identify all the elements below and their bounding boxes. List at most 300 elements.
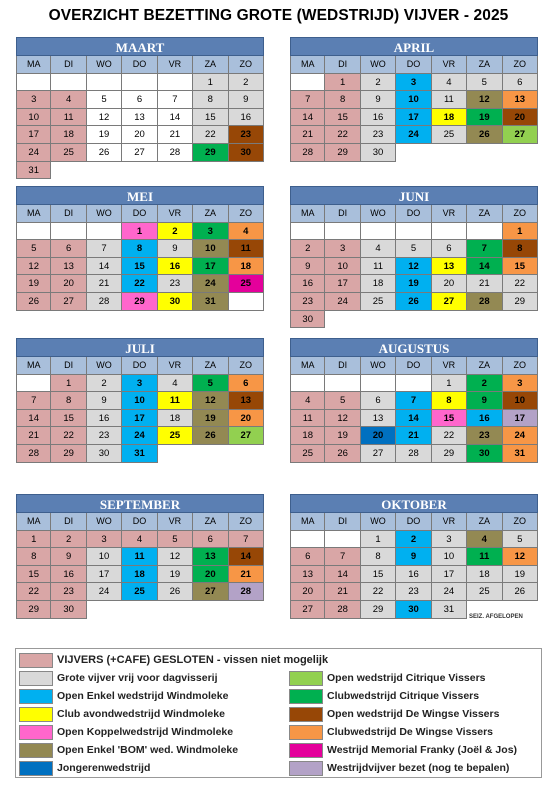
day-cell: 8 — [325, 91, 360, 109]
day-header: ZO — [503, 205, 538, 223]
day-cell: 22 — [51, 427, 86, 445]
day-cell: 12 — [396, 258, 431, 276]
day-header: ZO — [229, 205, 264, 223]
day-cell: 7 — [396, 392, 431, 410]
day-cell: 4 — [432, 74, 467, 92]
day-header: DO — [396, 205, 431, 223]
season-ended-note: SEIZ. AFGELOPEN — [469, 614, 523, 620]
day-cell: 1 — [325, 74, 360, 92]
day-cell: 5 — [503, 531, 538, 549]
calendar-grid — [290, 205, 538, 328]
month-header: OKTOBER — [290, 494, 538, 513]
day-cell: 10 — [432, 548, 467, 566]
day-header: VR — [158, 357, 193, 375]
day-cell: 3 — [396, 74, 431, 92]
day-cell: 13 — [503, 91, 538, 109]
day-cell: 5 — [467, 74, 502, 92]
day-cell: 27 — [503, 126, 538, 144]
day-header: WO — [87, 205, 122, 223]
day-cell: 18 — [467, 566, 502, 584]
day-cell: 5 — [158, 531, 193, 549]
month-augustus — [290, 338, 538, 463]
day-cell: 10 — [396, 91, 431, 109]
day-cell: 17 — [396, 109, 431, 127]
day-cell: 14 — [229, 548, 264, 566]
day-cell: 15 — [16, 566, 51, 584]
day-cell: 23 — [290, 293, 325, 311]
day-cell: 18 — [158, 410, 193, 428]
day-cell: 22 — [325, 126, 360, 144]
month-header: MEI — [16, 186, 264, 205]
day-cell: 11 — [229, 240, 264, 258]
day-cell: 17 — [432, 566, 467, 584]
day-header: VR — [158, 205, 193, 223]
day-cell: 21 — [290, 126, 325, 144]
day-cell: 21 — [16, 427, 51, 445]
day-cell: 1 — [503, 223, 538, 241]
legend-swatch — [19, 743, 53, 758]
day-cell: 15 — [361, 566, 396, 584]
day-cell: 4 — [290, 392, 325, 410]
day-cell: 18 — [122, 566, 157, 584]
day-cell: 28 — [290, 144, 325, 162]
day-cell: 9 — [396, 548, 431, 566]
month-oktober — [290, 494, 538, 619]
day-cell: 28 — [158, 144, 193, 162]
legend-item — [19, 706, 225, 722]
day-cell: 16 — [361, 109, 396, 127]
day-header: DI — [325, 205, 360, 223]
day-cell: 23 — [396, 583, 431, 601]
day-cell: 26 — [467, 126, 502, 144]
day-cell: 23 — [361, 126, 396, 144]
empty-cell — [158, 74, 193, 92]
day-cell: 16 — [290, 275, 325, 293]
day-cell: 20 — [432, 275, 467, 293]
legend-item — [289, 706, 499, 722]
day-cell: 27 — [51, 293, 86, 311]
day-header: DO — [122, 56, 157, 74]
legend — [15, 648, 542, 778]
day-cell: 30 — [51, 601, 86, 619]
day-cell: 31 — [503, 445, 538, 463]
day-cell: 2 — [467, 375, 502, 393]
day-cell: 29 — [193, 144, 228, 162]
day-cell: 15 — [193, 109, 228, 127]
day-header: DI — [51, 205, 86, 223]
day-cell: 18 — [290, 427, 325, 445]
day-header: VR — [158, 513, 193, 531]
day-header: ZA — [467, 56, 502, 74]
legend-label: Clubwedstrijd Citrique Vissers — [327, 690, 480, 702]
day-header: ZA — [193, 513, 228, 531]
day-cell: 2 — [290, 240, 325, 258]
day-cell: 22 — [361, 583, 396, 601]
day-header: MA — [16, 56, 51, 74]
empty-cell — [467, 223, 502, 241]
day-header: WO — [87, 357, 122, 375]
day-cell: 11 — [122, 548, 157, 566]
month-header: JUNI — [290, 186, 538, 205]
day-header: DO — [122, 357, 157, 375]
day-cell: 24 — [396, 126, 431, 144]
day-cell: 25 — [229, 275, 264, 293]
day-cell: 31 — [432, 601, 467, 619]
day-cell: 28 — [467, 293, 502, 311]
day-cell: 16 — [51, 566, 86, 584]
day-cell: 15 — [51, 410, 86, 428]
day-cell: 27 — [432, 293, 467, 311]
day-cell: 29 — [16, 601, 51, 619]
day-cell: 22 — [503, 275, 538, 293]
day-cell: 5 — [325, 392, 360, 410]
day-cell: 21 — [229, 566, 264, 584]
day-cell: 10 — [16, 109, 51, 127]
day-cell: 30 — [290, 311, 325, 329]
day-cell: 28 — [229, 583, 264, 601]
day-cell: 30 — [87, 445, 122, 463]
legend-item — [19, 742, 238, 758]
day-cell: 13 — [229, 392, 264, 410]
legend-swatch — [289, 725, 323, 740]
day-cell: 10 — [87, 548, 122, 566]
day-header: ZA — [467, 357, 502, 375]
day-cell: 9 — [467, 392, 502, 410]
legend-label: Jongerenwedstrijd — [57, 762, 151, 774]
legend-swatch — [289, 743, 323, 758]
legend-label: Westrijd Memorial Franky (Joël & Jos) — [327, 744, 518, 756]
day-cell: 23 — [467, 427, 502, 445]
day-cell: 24 — [503, 427, 538, 445]
day-cell: 10 — [122, 392, 157, 410]
legend-swatch — [19, 707, 53, 722]
day-cell: 13 — [122, 109, 157, 127]
empty-cell — [290, 223, 325, 241]
day-header: DO — [396, 513, 431, 531]
day-cell: 15 — [122, 258, 157, 276]
legend-item — [289, 670, 486, 686]
calendar-grid — [16, 357, 264, 463]
day-cell: 2 — [361, 74, 396, 92]
day-cell: 30 — [361, 144, 396, 162]
legend-item — [289, 724, 493, 740]
day-cell: 8 — [432, 392, 467, 410]
day-cell: 25 — [290, 445, 325, 463]
legend-item — [289, 688, 479, 704]
day-cell: 7 — [467, 240, 502, 258]
day-cell: 11 — [158, 392, 193, 410]
day-cell: 19 — [16, 275, 51, 293]
day-header: WO — [361, 205, 396, 223]
empty-cell — [16, 375, 51, 393]
day-cell: 6 — [229, 375, 264, 393]
legend-swatch — [19, 653, 53, 668]
day-cell: 26 — [325, 445, 360, 463]
day-cell: 6 — [122, 91, 157, 109]
day-cell: 6 — [51, 240, 86, 258]
empty-cell — [290, 375, 325, 393]
day-cell: 9 — [361, 91, 396, 109]
day-cell: 3 — [193, 223, 228, 241]
day-cell: 5 — [396, 240, 431, 258]
day-cell: 18 — [51, 126, 86, 144]
empty-cell — [16, 223, 51, 241]
day-cell: 12 — [193, 392, 228, 410]
day-cell: 14 — [158, 109, 193, 127]
day-header: MA — [290, 513, 325, 531]
day-header: ZO — [229, 513, 264, 531]
legend-swatch — [289, 671, 323, 686]
day-cell: 10 — [325, 258, 360, 276]
day-cell: 7 — [87, 240, 122, 258]
day-cell: 24 — [87, 583, 122, 601]
day-cell: 21 — [87, 275, 122, 293]
day-cell: 11 — [432, 91, 467, 109]
day-cell: 27 — [193, 583, 228, 601]
day-header: DI — [51, 56, 86, 74]
empty-cell — [51, 74, 86, 92]
day-header: ZO — [229, 357, 264, 375]
day-cell: 12 — [158, 548, 193, 566]
day-cell: 27 — [361, 445, 396, 463]
day-cell: 30 — [229, 144, 264, 162]
day-cell: 1 — [193, 74, 228, 92]
day-cell: 15 — [432, 410, 467, 428]
day-cell: 7 — [229, 531, 264, 549]
legend-swatch — [289, 689, 323, 704]
day-cell: 14 — [325, 566, 360, 584]
day-cell: 12 — [467, 91, 502, 109]
day-cell: 11 — [467, 548, 502, 566]
legend-label: Grote vijver vrij voor dagvisserij — [57, 672, 218, 684]
day-cell: 16 — [467, 410, 502, 428]
day-cell: 17 — [16, 126, 51, 144]
day-header: DI — [51, 513, 86, 531]
legend-swatch — [19, 761, 53, 776]
day-cell: 29 — [51, 445, 86, 463]
month-juni — [290, 186, 538, 328]
day-cell: 26 — [193, 427, 228, 445]
day-header: WO — [87, 513, 122, 531]
day-header: DO — [122, 513, 157, 531]
day-header: ZA — [467, 205, 502, 223]
day-cell: 7 — [325, 548, 360, 566]
day-cell: 9 — [290, 258, 325, 276]
day-cell: 23 — [51, 583, 86, 601]
day-header: WO — [87, 56, 122, 74]
day-cell: 20 — [122, 126, 157, 144]
day-cell: 19 — [396, 275, 431, 293]
day-cell: 24 — [16, 144, 51, 162]
day-cell: 13 — [432, 258, 467, 276]
legend-label: Club avondwedstrijd Windmoleke — [57, 708, 225, 720]
day-cell: 8 — [503, 240, 538, 258]
day-cell: 30 — [467, 445, 502, 463]
day-cell: 14 — [290, 109, 325, 127]
empty-cell — [361, 375, 396, 393]
empty-cell — [229, 293, 264, 311]
day-cell: 4 — [361, 240, 396, 258]
day-cell: 26 — [158, 583, 193, 601]
empty-cell — [16, 74, 51, 92]
day-cell: 9 — [229, 91, 264, 109]
day-cell: 1 — [51, 375, 86, 393]
day-cell: 17 — [122, 410, 157, 428]
day-cell: 20 — [503, 109, 538, 127]
day-cell: 22 — [432, 427, 467, 445]
day-cell: 5 — [87, 91, 122, 109]
empty-cell — [87, 223, 122, 241]
day-cell: 30 — [158, 293, 193, 311]
day-header: VR — [432, 56, 467, 74]
day-cell: 11 — [361, 258, 396, 276]
day-cell: 26 — [87, 144, 122, 162]
day-cell: 3 — [16, 91, 51, 109]
day-header: WO — [361, 357, 396, 375]
empty-cell — [122, 74, 157, 92]
month-header: MAART — [16, 37, 264, 56]
day-cell: 19 — [158, 566, 193, 584]
day-cell: 8 — [193, 91, 228, 109]
day-cell: 22 — [16, 583, 51, 601]
day-header: MA — [290, 56, 325, 74]
day-cell: 23 — [158, 275, 193, 293]
day-cell: 9 — [87, 392, 122, 410]
day-cell: 17 — [87, 566, 122, 584]
day-cell: 27 — [229, 427, 264, 445]
legend-swatch — [289, 761, 323, 776]
day-cell: 8 — [16, 548, 51, 566]
day-cell: 9 — [158, 240, 193, 258]
legend-swatch — [289, 707, 323, 722]
day-header: ZA — [193, 357, 228, 375]
day-cell: 9 — [51, 548, 86, 566]
day-cell: 6 — [193, 531, 228, 549]
day-cell: 25 — [361, 293, 396, 311]
empty-cell — [396, 375, 431, 393]
month-juli — [16, 338, 264, 463]
day-cell: 26 — [396, 293, 431, 311]
legend-swatch — [19, 725, 53, 740]
day-header: ZO — [503, 357, 538, 375]
day-cell: 25 — [158, 427, 193, 445]
day-cell: 14 — [467, 258, 502, 276]
day-cell: 30 — [396, 601, 431, 619]
day-cell: 24 — [325, 293, 360, 311]
day-cell: 19 — [87, 126, 122, 144]
day-cell: 19 — [193, 410, 228, 428]
empty-cell — [290, 74, 325, 92]
day-cell: 31 — [16, 162, 51, 180]
legend-label: VIJVERS (+CAFE) GESLOTEN - vissen niet mogelijk — [57, 654, 329, 666]
day-header: VR — [158, 56, 193, 74]
day-cell: 16 — [229, 109, 264, 127]
empty-cell — [361, 223, 396, 241]
day-cell: 15 — [503, 258, 538, 276]
empty-cell — [396, 223, 431, 241]
day-cell: 20 — [193, 566, 228, 584]
day-cell: 12 — [16, 258, 51, 276]
day-cell: 29 — [503, 293, 538, 311]
month-april — [290, 37, 538, 162]
day-cell: 20 — [290, 583, 325, 601]
day-cell: 29 — [432, 445, 467, 463]
day-cell: 18 — [432, 109, 467, 127]
empty-cell — [325, 375, 360, 393]
day-cell: 13 — [51, 258, 86, 276]
day-cell: 16 — [87, 410, 122, 428]
day-header: VR — [432, 513, 467, 531]
day-cell: 5 — [193, 375, 228, 393]
day-cell: 21 — [396, 427, 431, 445]
empty-cell — [290, 531, 325, 549]
day-header: ZO — [503, 513, 538, 531]
calendar-grid — [16, 513, 264, 619]
day-header: DO — [122, 205, 157, 223]
month-header: SEPTEMBER — [16, 494, 264, 513]
day-cell: 20 — [51, 275, 86, 293]
day-cell: 24 — [122, 427, 157, 445]
legend-label: Open Enkel 'BOM' wed. Windmoleke — [57, 744, 239, 756]
calendar-grid — [290, 357, 538, 463]
legend-item — [19, 652, 328, 668]
day-cell: 1 — [361, 531, 396, 549]
month-september — [16, 494, 264, 619]
legend-label: Open wedstrijd Citrique Vissers — [327, 672, 486, 684]
day-cell: 20 — [361, 427, 396, 445]
day-cell: 10 — [503, 392, 538, 410]
day-header: ZO — [503, 56, 538, 74]
day-header: DO — [396, 357, 431, 375]
day-header: ZA — [467, 513, 502, 531]
day-cell: 15 — [325, 109, 360, 127]
day-cell: 21 — [158, 126, 193, 144]
month-maart — [16, 37, 264, 179]
day-cell: 2 — [51, 531, 86, 549]
day-cell: 5 — [16, 240, 51, 258]
legend-item — [19, 670, 218, 686]
day-cell: 3 — [432, 531, 467, 549]
day-header: ZA — [193, 56, 228, 74]
day-cell: 10 — [193, 240, 228, 258]
day-cell: 16 — [158, 258, 193, 276]
calendar-grid — [290, 513, 538, 619]
day-cell: 20 — [229, 410, 264, 428]
day-header: VR — [432, 205, 467, 223]
day-cell: 6 — [432, 240, 467, 258]
day-header: ZA — [193, 205, 228, 223]
day-cell: 1 — [122, 223, 157, 241]
day-cell: 2 — [158, 223, 193, 241]
legend-item — [289, 742, 517, 758]
day-cell: 1 — [16, 531, 51, 549]
day-cell: 4 — [51, 91, 86, 109]
day-cell: 29 — [361, 601, 396, 619]
day-cell: 3 — [503, 375, 538, 393]
day-cell: 2 — [229, 74, 264, 92]
month-header: AUGUSTUS — [290, 338, 538, 357]
day-header: DI — [325, 357, 360, 375]
legend-item — [19, 724, 233, 740]
legend-label: Open Enkel wedstrijd Windmoleke — [57, 690, 229, 702]
day-cell: 27 — [290, 601, 325, 619]
day-cell: 18 — [229, 258, 264, 276]
day-header: DO — [396, 56, 431, 74]
day-cell: 7 — [16, 392, 51, 410]
day-cell: 31 — [122, 445, 157, 463]
day-cell: 14 — [396, 410, 431, 428]
day-cell: 7 — [158, 91, 193, 109]
